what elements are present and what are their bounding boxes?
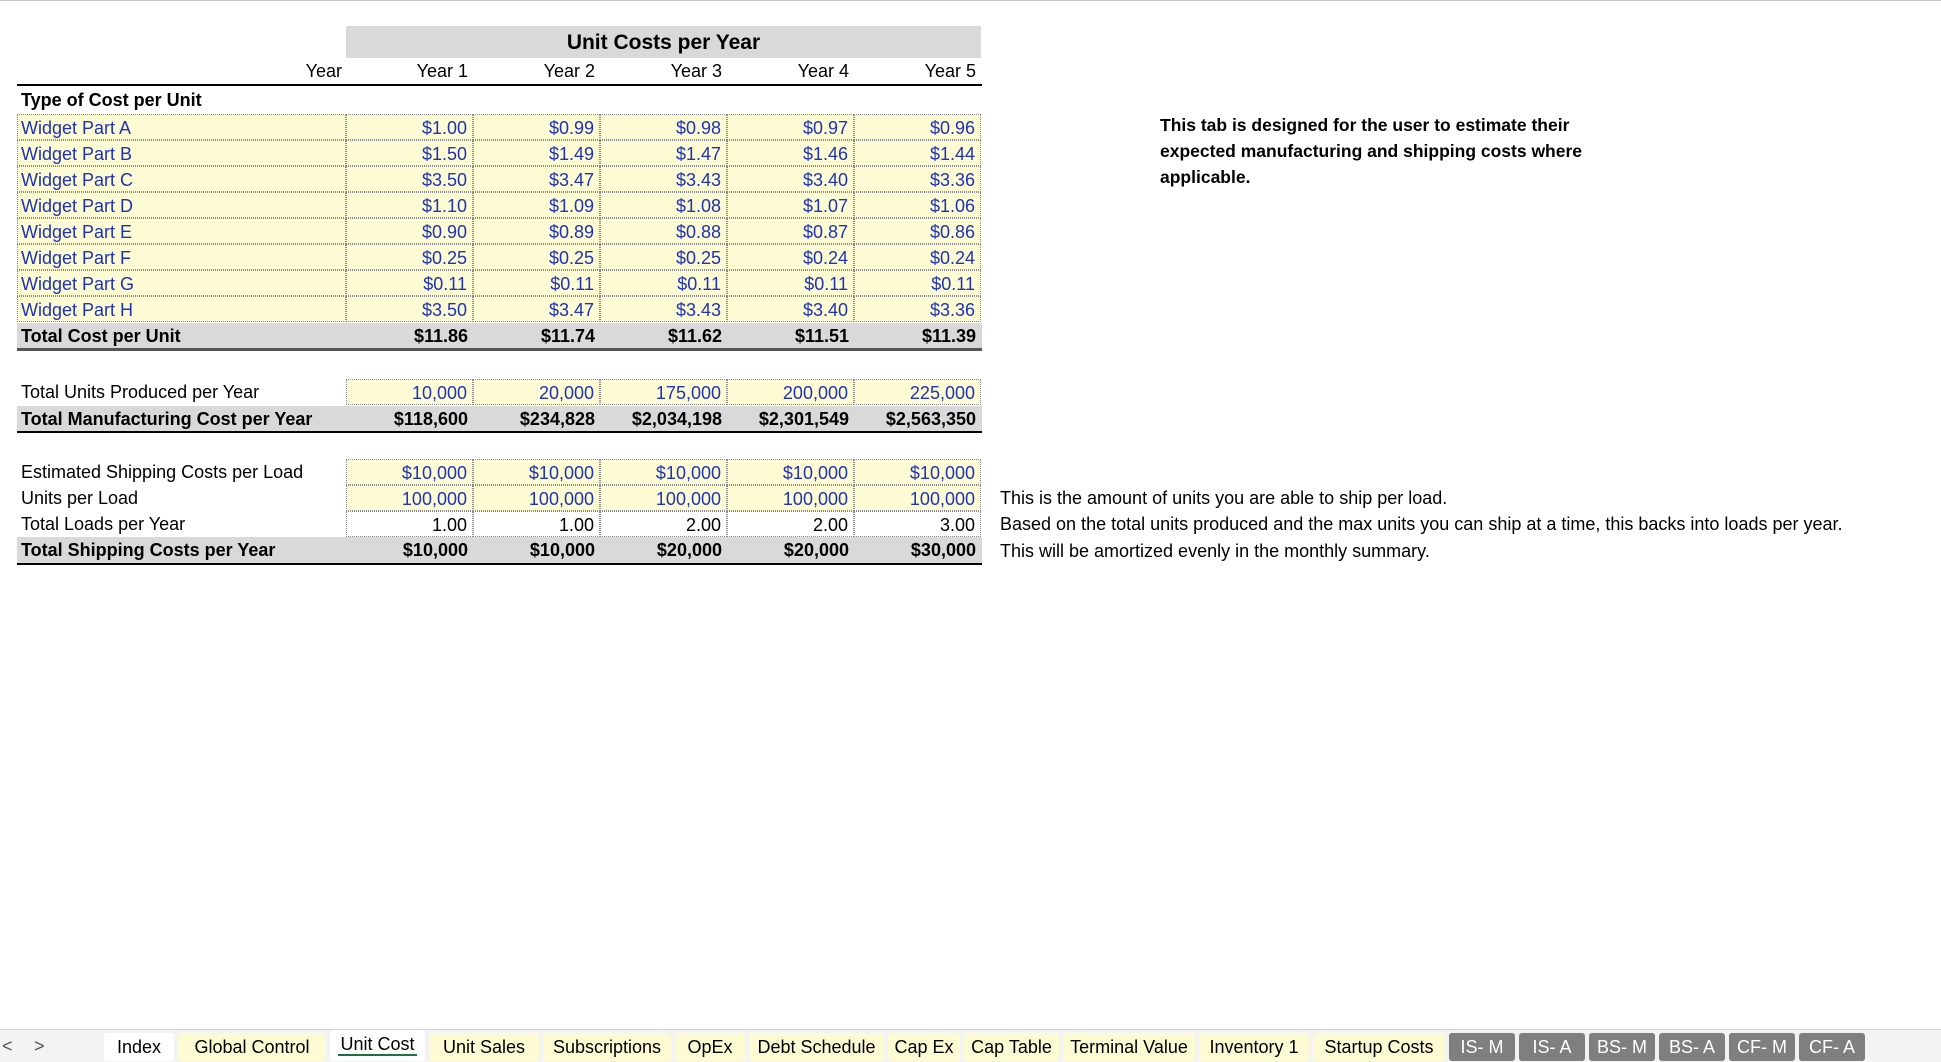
part-cost-cell[interactable]: $0.24 <box>727 244 854 270</box>
part-name-cell[interactable]: Widget Part G <box>17 270 346 296</box>
sheet-tab-label: Subscriptions <box>552 1037 662 1057</box>
part-cost-cell[interactable]: $3.50 <box>346 166 473 192</box>
part-cost-cell[interactable]: $1.07 <box>727 192 854 218</box>
next-sheet-icon[interactable]: > <box>34 1036 45 1056</box>
sheet-tab[interactable] <box>330 1030 425 1061</box>
part-cost-cell[interactable]: $1.08 <box>600 192 727 218</box>
sheet-tab-label: Terminal Value <box>1070 1037 1188 1057</box>
units-produced-cell[interactable]: 225,000 <box>854 379 981 405</box>
sheet-tab-label: BS- A <box>1668 1037 1716 1057</box>
part-cost-cell[interactable]: $3.43 <box>600 166 727 192</box>
total-cost-cell[interactable]: $11.74 <box>540 326 595 346</box>
part-cost-cell[interactable]: $0.11 <box>473 270 600 296</box>
part-name-cell[interactable]: Widget Part H <box>17 296 346 322</box>
part-cost-cell[interactable]: $0.11 <box>727 270 854 296</box>
shipping-cost-cell[interactable]: $10,000 <box>854 459 981 485</box>
sheet-tab-label: Unit Cost <box>340 1034 415 1054</box>
sheet-tab[interactable] <box>888 1033 960 1061</box>
sheet-tab[interactable] <box>1063 1033 1195 1061</box>
sheet-tab[interactable] <box>178 1033 326 1061</box>
shipping-total-cell[interactable]: $30,000 <box>910 540 976 560</box>
part-cost-cell[interactable]: $3.43 <box>600 296 727 322</box>
total-cost-row <box>17 323 982 351</box>
units-per-load-cell[interactable]: 100,000 <box>600 485 727 511</box>
part-name-cell[interactable]: Widget Part A <box>17 114 346 140</box>
year-label: Year <box>305 61 342 81</box>
shipping-cost-row <box>17 459 982 485</box>
part-cost-cell[interactable]: $1.50 <box>346 140 473 166</box>
sheet-tab-label: OpEx <box>687 1037 733 1057</box>
part-row <box>17 192 982 218</box>
part-cost-cell[interactable]: $0.24 <box>854 244 981 270</box>
loads-per-year-cell[interactable]: 2.00 <box>600 511 727 537</box>
part-cost-cell[interactable]: $1.47 <box>600 140 727 166</box>
part-name-cell[interactable]: Widget Part D <box>17 192 346 218</box>
manufacturing-cost-cell[interactable]: $2,301,549 <box>758 409 849 429</box>
part-cost-cell[interactable]: $1.49 <box>473 140 600 166</box>
sheet-tab[interactable] <box>429 1033 539 1061</box>
total-cost-cell[interactable]: $11.39 <box>921 326 976 346</box>
row-label: Total Shipping Costs per Year <box>21 540 276 560</box>
row-label: Units per Load <box>21 488 139 508</box>
sheet-tab[interactable] <box>1199 1033 1309 1061</box>
part-cost-cell[interactable]: $0.25 <box>473 244 600 270</box>
manufacturing-cost-cell[interactable]: $2,563,350 <box>885 409 976 429</box>
loads-per-year-row <box>17 511 982 537</box>
sheet-tab[interactable] <box>675 1033 745 1061</box>
sheet-tab-label: CF- A <box>1808 1037 1855 1057</box>
sheet-tab-label: CF- M <box>1737 1037 1787 1057</box>
part-cost-cell[interactable]: $0.11 <box>600 270 727 296</box>
units-produced-cell[interactable]: 175,000 <box>600 379 727 405</box>
shipping-cost-cell[interactable]: $10,000 <box>600 459 727 485</box>
part-cost-cell[interactable]: $0.98 <box>600 114 727 140</box>
sheet-tab-label: Cap Ex <box>894 1037 954 1057</box>
section-label: Type of Cost per Unit <box>21 90 202 110</box>
part-row <box>17 166 982 192</box>
year-header[interactable]: Year 2 <box>543 61 595 81</box>
part-cost-cell[interactable]: $0.88 <box>600 218 727 244</box>
shipping-total-note: This will be amortized evenly in the monthly summary. <box>1000 541 1430 561</box>
sheet-tab-label: Index <box>116 1037 162 1057</box>
part-cost-cell[interactable]: $1.44 <box>854 140 981 166</box>
sheet-tab-label: Inventory 1 <box>1209 1037 1299 1057</box>
part-cost-cell[interactable]: $0.11 <box>346 270 473 296</box>
row-label: Total Loads per Year <box>21 514 186 534</box>
manufacturing-cost-row <box>17 406 982 433</box>
units-per-load-note: This is the amount of units you are able to ship per load. <box>1000 488 1448 508</box>
shipping-cost-cell[interactable]: $10,000 <box>346 459 473 485</box>
part-row <box>17 270 982 296</box>
part-row <box>17 140 982 166</box>
units-per-load-cell[interactable]: 100,000 <box>727 485 854 511</box>
units-produced-row <box>17 379 982 405</box>
sheet-tab[interactable] <box>1589 1033 1655 1061</box>
part-name-cell[interactable]: Widget Part C <box>17 166 346 192</box>
part-cost-cell[interactable]: $1.10 <box>346 192 473 218</box>
total-cost-cell[interactable]: $11.86 <box>413 326 468 346</box>
shipping-total-cell[interactable]: $20,000 <box>656 540 722 560</box>
part-cost-cell[interactable]: $0.87 <box>727 218 854 244</box>
sheet-tab-label: Global Control <box>194 1037 310 1057</box>
sheet-tab[interactable] <box>1449 1033 1515 1061</box>
row-label: Estimated Shipping Costs per Load <box>21 462 304 482</box>
part-cost-cell[interactable]: $0.25 <box>600 244 727 270</box>
year-header[interactable]: Year 4 <box>797 61 849 81</box>
prev-sheet-icon[interactable]: < <box>2 1036 13 1056</box>
part-row <box>17 244 982 270</box>
sheet-tab[interactable] <box>749 1033 884 1061</box>
units-per-load-cell[interactable]: 100,000 <box>346 485 473 511</box>
part-cost-cell[interactable]: $3.36 <box>854 166 981 192</box>
sheet-tab[interactable] <box>1659 1033 1725 1061</box>
manufacturing-cost-cell[interactable]: $2,034,198 <box>631 409 722 429</box>
shipping-total-cell[interactable]: $10,000 <box>529 540 595 560</box>
part-cost-cell[interactable]: $1.09 <box>473 192 600 218</box>
table-title: Unit Costs per Year <box>346 26 981 58</box>
part-row <box>17 114 982 140</box>
loads-per-year-cell[interactable]: 1.00 <box>346 511 473 537</box>
part-cost-cell[interactable]: $0.11 <box>854 270 981 296</box>
part-cost-cell[interactable]: $0.25 <box>346 244 473 270</box>
row-label: Total Cost per Unit <box>21 326 181 346</box>
shipping-cost-cell[interactable]: $10,000 <box>727 459 854 485</box>
shipping-total-row <box>17 537 982 565</box>
loads-per-year-cell[interactable]: 2.00 <box>727 511 854 537</box>
sheet-tab-bar <box>0 1029 1941 1062</box>
sheet-tab-label: Unit Sales <box>442 1037 526 1057</box>
units-produced-cell[interactable]: 200,000 <box>727 379 854 405</box>
sheet-tab[interactable] <box>1729 1033 1795 1061</box>
sheet-tab-label: IS- A <box>1532 1037 1572 1057</box>
part-name-cell[interactable]: Widget Part E <box>17 218 346 244</box>
loads-per-year-cell[interactable]: 1.00 <box>473 511 600 537</box>
sheet-tab[interactable] <box>964 1033 1059 1061</box>
shipping-total-cell[interactable]: $20,000 <box>783 540 849 560</box>
row-label: Total Units Produced per Year <box>21 382 260 402</box>
part-name-cell[interactable]: Widget Part B <box>17 140 346 166</box>
shipping-cost-cell[interactable]: $10,000 <box>473 459 600 485</box>
sheet-tab-label: Debt Schedule <box>757 1037 876 1057</box>
units-produced-cell[interactable]: 20,000 <box>473 379 600 405</box>
part-cost-cell[interactable]: $0.97 <box>727 114 854 140</box>
units-per-load-cell[interactable]: 100,000 <box>473 485 600 511</box>
part-cost-cell[interactable]: $3.47 <box>473 296 600 322</box>
part-cost-cell[interactable]: $3.36 <box>854 296 981 322</box>
part-cost-cell[interactable]: $3.47 <box>473 166 600 192</box>
sheet-tab-label: Cap Table <box>971 1037 1052 1057</box>
year-header[interactable]: Year 1 <box>416 61 468 81</box>
part-cost-cell[interactable]: $1.06 <box>854 192 981 218</box>
units-produced-cell[interactable]: 10,000 <box>346 379 473 405</box>
sheet-tab-label: IS- M <box>1460 1037 1504 1057</box>
sheet-tab-label: Startup Costs <box>1324 1037 1434 1057</box>
year-header-row <box>17 58 982 86</box>
part-cost-cell[interactable]: $0.96 <box>854 114 981 140</box>
manufacturing-cost-cell[interactable]: $118,600 <box>393 409 468 429</box>
row-label: Total Manufacturing Cost per Year <box>21 409 313 429</box>
instruction-note: This tab is designed for the user to estimate their expected manufacturing and shipping costs where applicable. <box>1160 115 1583 187</box>
active-tab-underline <box>338 1054 417 1056</box>
shipping-total-cell[interactable]: $10,000 <box>402 540 468 560</box>
year-header[interactable]: Year 5 <box>924 61 976 81</box>
part-cost-cell[interactable]: $3.40 <box>727 166 854 192</box>
sheet-tab[interactable] <box>1519 1033 1585 1061</box>
part-row <box>17 296 982 322</box>
part-row <box>17 218 982 244</box>
total-cost-cell[interactable]: $11.62 <box>667 326 722 346</box>
total-cost-cell[interactable]: $11.51 <box>794 326 849 346</box>
part-name-cell[interactable]: Widget Part F <box>17 244 346 270</box>
part-cost-cell[interactable]: $0.89 <box>473 218 600 244</box>
part-cost-cell[interactable]: $1.46 <box>727 140 854 166</box>
sheet-tab[interactable] <box>1799 1033 1865 1061</box>
part-cost-cell[interactable]: $0.86 <box>854 218 981 244</box>
section-row <box>17 87 982 113</box>
sheet-tab[interactable] <box>543 1033 671 1061</box>
units-per-load-row <box>17 485 982 511</box>
units-per-load-cell[interactable]: 100,000 <box>854 485 981 511</box>
manufacturing-cost-cell[interactable]: $234,828 <box>519 409 595 429</box>
top-border <box>0 0 1941 1</box>
loads-per-year-cell[interactable]: 3.00 <box>854 511 981 537</box>
part-cost-cell[interactable]: $0.99 <box>473 114 600 140</box>
part-cost-cell[interactable]: $3.40 <box>727 296 854 322</box>
part-cost-cell[interactable]: $0.90 <box>346 218 473 244</box>
sheet-tab-label: BS- M <box>1596 1037 1647 1057</box>
loads-per-year-note: Based on the total units produced and the max units you can ship at a time, this backs into loads per year. <box>1000 514 1843 534</box>
year-header[interactable]: Year 3 <box>670 61 722 81</box>
part-cost-cell[interactable]: $3.50 <box>346 296 473 322</box>
part-cost-cell[interactable]: $1.00 <box>346 114 473 140</box>
sheet-tab[interactable] <box>1313 1033 1445 1061</box>
sheet-tab[interactable] <box>104 1033 174 1061</box>
